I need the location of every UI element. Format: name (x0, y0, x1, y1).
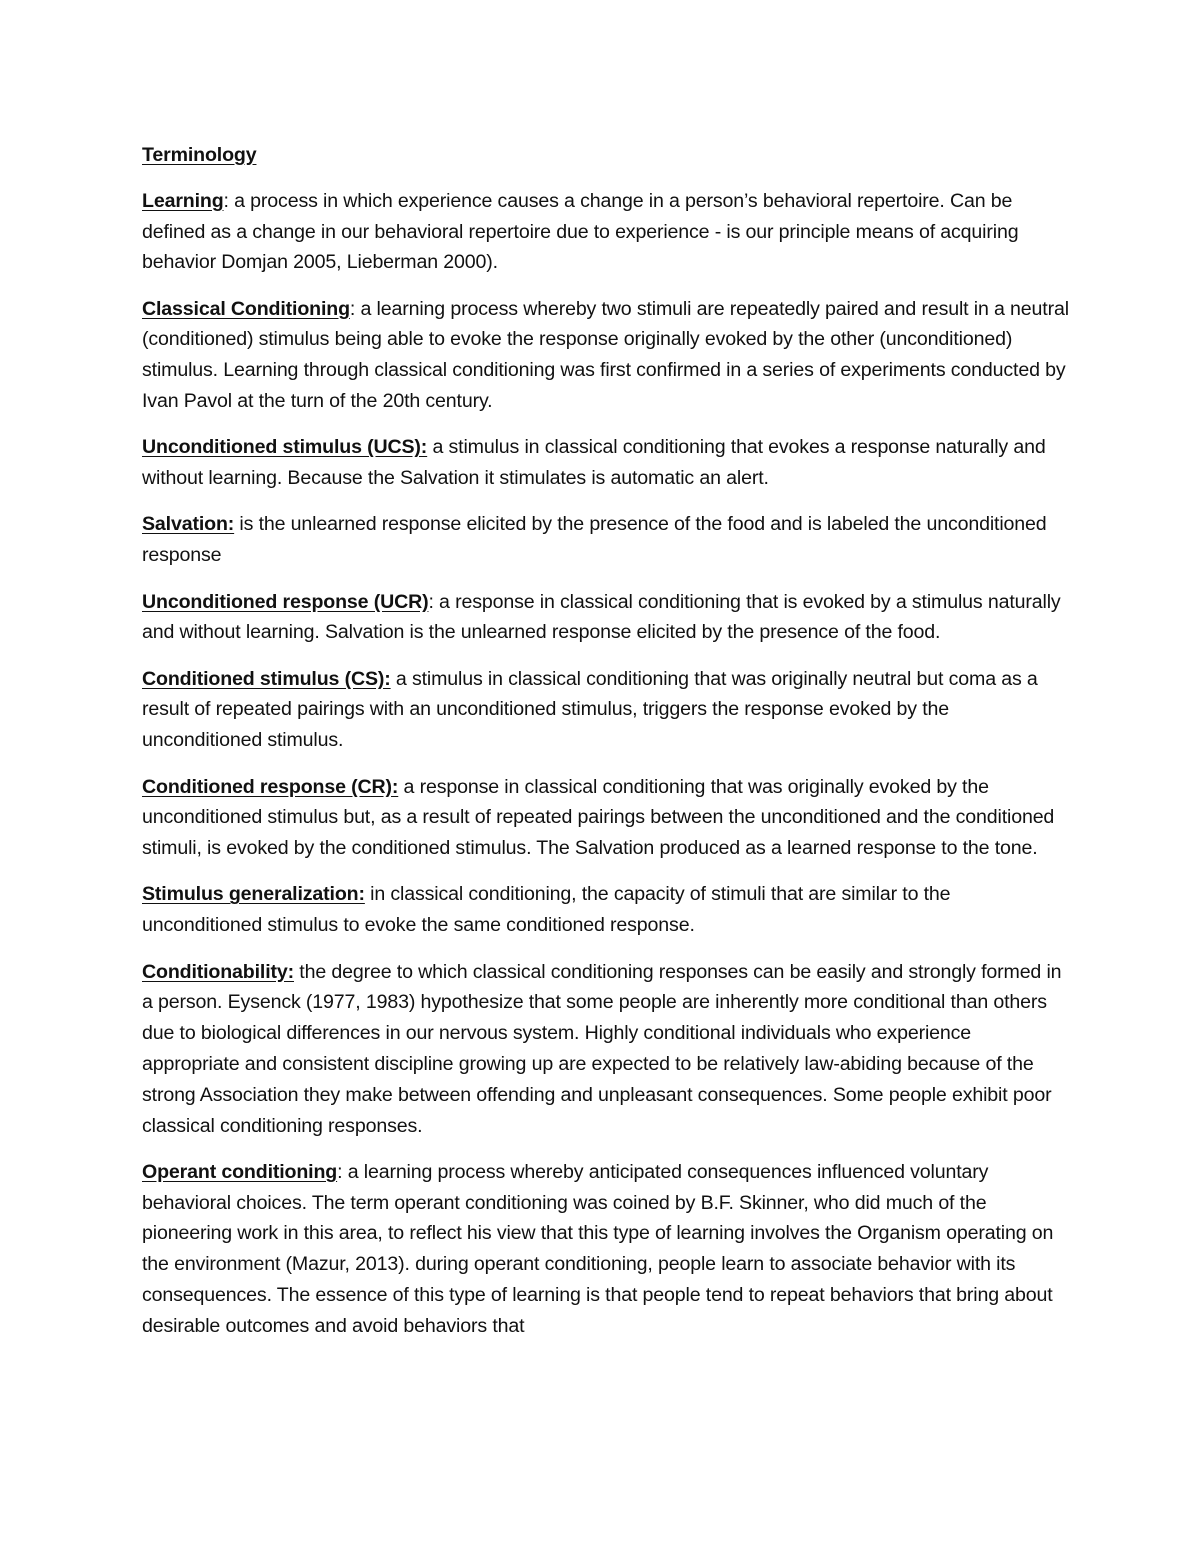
term-definition: a learning process whereby anticipated consequences influenced voluntary behavioral choices. The term operant conditioning was coined by B.F. Skinner, who did much of the pioneering work in this area, to reflect his view that this type of learning involves the Organism operating on the environment (Mazur, 2013). during operant conditioning, people learn to associate behavior with its consequences. The essence of this type of learning is that people tend to repeat behaviors that bring about desirable outcomes and avoid behaviors that (142, 1160, 1054, 1337)
term-label: Learning (142, 189, 224, 212)
term-label: Salvation: (142, 513, 235, 536)
page-title: Terminology (142, 144, 257, 166)
term-label: Stimulus generalization: (142, 883, 365, 906)
term-definition: a stimulus in classical conditioning that was originally neutral but coma as a result of repeated pairings with an unconditioned stimulus, triggers the response evoked by the unconditioned stimulus. (142, 667, 1038, 752)
entry-classical-conditioning (142, 294, 1072, 417)
term-definition: a response in classical conditioning that is evoked by a stimulus naturally and without learning. Salvation is the unlearned response elicited by the presence of the food. (142, 590, 1061, 644)
term-label: Conditioned response (CR): (142, 775, 399, 798)
entry-conditionability (142, 957, 1072, 1142)
term-label: Conditionability: (142, 960, 294, 983)
term-separator: : (428, 590, 434, 613)
entry-conditioned-response (142, 772, 1072, 864)
term-label: Conditioned stimulus (CS): (142, 667, 391, 690)
term-separator: : (337, 1160, 343, 1183)
entry-operant-conditioning (142, 1157, 1072, 1342)
term-definition: is the unlearned response elicited by the presence of the food and is labeled the unconditioned response (142, 513, 1047, 567)
term-label: Classical Conditioning (142, 297, 350, 320)
term-label: Operant conditioning (142, 1160, 338, 1183)
entry-unconditioned-stimulus (142, 432, 1072, 494)
entry-unconditioned-response (142, 587, 1072, 649)
term-definition: a learning process whereby two stimuli are repeatedly paired and result in a neutral (conditioned) stimulus being able to evoke the response originally evoked by the other (unconditioned) stimulus. Learning through classical conditioning was first confirmed in a series of experiments conducted by Ivan Pavol at the turn of the 20th century. (142, 297, 1069, 413)
entry-stimulus-generalization (142, 879, 1072, 941)
term-separator: : (349, 297, 356, 320)
term-definition: in classical conditioning, the capacity of stimuli that are similar to the unconditioned stimulus to evoke the same conditioned response. (142, 883, 951, 937)
term-label: Unconditioned response (UCR) (142, 590, 429, 613)
term-definition: a response in classical conditioning that was originally evoked by the unconditioned stimulus but, as a result of repeated pairings between the unconditioned and the conditioned stimuli, is evoked by the conditioned stimulus. The Salvation produced as a learned response to the tone. (142, 775, 1055, 860)
term-definition: the degree to which classical conditioning responses can be easily and strongly formed in a person. Eysenck (1977, 1983) hypothesize that some people are inherently more conditional than others due to biological differences in our nervous system. Highly conditional individuals who experience appropriate and consistent discipline growing up are expected to be relatively law-abiding because of the strong Association they make between offending and unpleasant consequences. Some people exhibit poor classical conditioning responses. (142, 960, 1062, 1137)
term-definition: a stimulus in classical conditioning that evokes a response naturally and without learning. Because the Salvation it stimulates is automatic an alert. (142, 436, 1046, 490)
term-separator: : (223, 189, 229, 212)
document-body (142, 140, 1072, 1357)
entry-salvation (142, 509, 1072, 571)
term-definition: a process in which experience causes a change in a person’s behavioral repertoire. Can be defined as a change in our behavioral repertoire due to experience - is our principle means of acquiring behavior Domjan 2005, Lieberman 2000). (142, 189, 1019, 274)
entry-conditioned-stimulus (142, 664, 1072, 756)
term-label: Unconditioned stimulus (UCS): (142, 436, 428, 459)
entry-learning (142, 186, 1072, 278)
